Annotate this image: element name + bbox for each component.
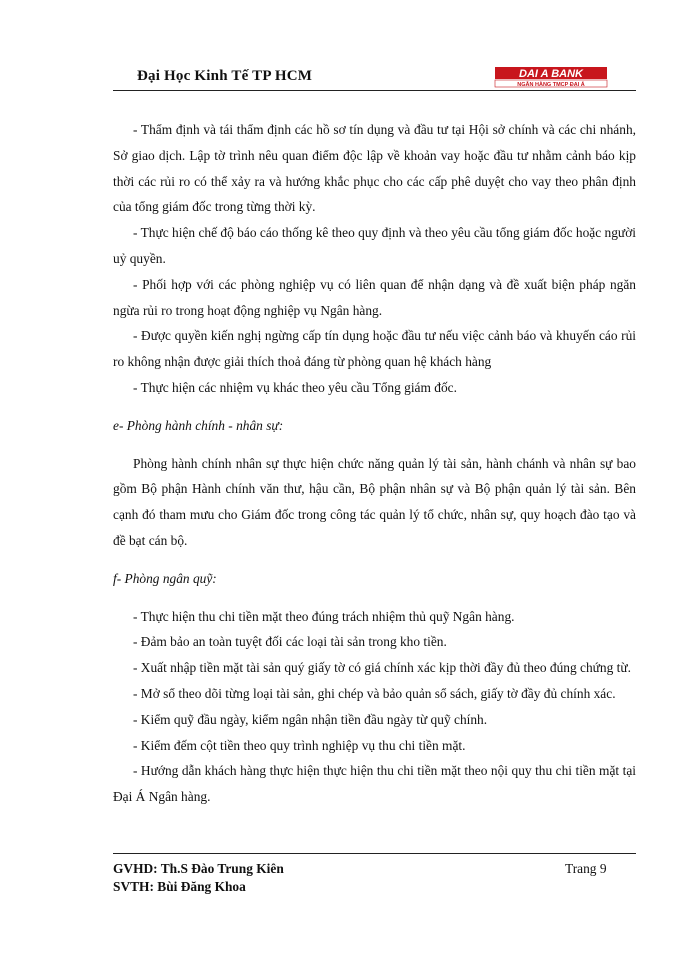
list-item: - Đảm bảo an toàn tuyệt đối các loại tài sản trong kho tiền. bbox=[133, 634, 447, 650]
list-item: - Kiểm quỹ đầu ngày, kiểm ngân nhận tiền đầu ngày từ quỹ chính. bbox=[133, 711, 488, 727]
section-heading-e: e- Phòng hành chính - nhân sự: bbox=[113, 417, 284, 433]
list-item: - Xuất nhập tiền mặt tài sản quý giấy tờ có giá chính xác kịp thời đầy đủ theo đúng chứng từ. bbox=[133, 660, 631, 676]
list-item: - Được quyền kiến nghị ngừng cấp tín dụng hoặc đầu tư nếu việc cảnh báo và khuyến cáo rủi ro không nhận được giải thích thoả đáng từ phòng quan hệ khách hàng bbox=[113, 328, 636, 370]
svg-text:NGÂN HÀNG TMCP ĐẠI Á: NGÂN HÀNG TMCP ĐẠI Á bbox=[517, 82, 585, 88]
section-heading-f: f- Phòng ngân quỹ: bbox=[113, 570, 217, 586]
header-divider bbox=[113, 90, 636, 91]
list-item: - Thẩm định và tái thẩm định các hồ sơ tín dụng và đầu tư tại Hội sở chính và các chi nhánh, Sở giao dịch. Lập tờ trình nêu quan điểm độc lập về khoản vay hoặc đầu tư nhằm cảnh báo kịp thời các rủi ro có thể xảy ra và hướng khắc phục cho các cấp phê duyệt cho vay theo phân định của tổng giám đốc trong từng thời kỳ. bbox=[113, 122, 636, 215]
footer-student: SVTH: Bùi Đăng Khoa bbox=[113, 879, 246, 894]
list-item: - Thực hiện chế độ báo cáo thống kê theo quy định và theo yêu cầu tổng giám đốc hoặc người uỷ quyền. bbox=[113, 225, 636, 266]
svg-text:DAI A BANK: DAI A BANK bbox=[519, 68, 583, 80]
page-number: Trang 9 bbox=[565, 861, 607, 876]
section-paragraph-e: Phòng hành chính nhân sự thực hiện chức năng quản lý tài sản, hành chánh và nhân sự bao gồm Bộ phận Hành chính văn thư, hậu cần, Bộ phận nhân sự và Bộ phận quản lý tài sản. Bên cạnh đó tham mưu cho Giám đốc trong công tác quản lý tổ chức, nhân sự, quy hoạch đào tạo và đề bạt cán bộ. bbox=[113, 455, 636, 548]
list-item: - Mở sổ theo dõi từng loại tài sản, ghi chép và bảo quản sổ sách, giấy tờ đầy đủ chính xác. bbox=[133, 685, 616, 701]
footer bbox=[113, 860, 636, 896]
document-body bbox=[113, 117, 636, 810]
list-item: - Kiểm đếm cột tiền theo quy trình nghiệp vụ thu chi tiền mặt. bbox=[133, 737, 466, 753]
footer-advisor: GVHD: Th.S Đào Trung Kiên bbox=[113, 861, 284, 876]
footer-divider bbox=[113, 853, 636, 854]
list-item: - Thực hiện thu chi tiền mặt theo đúng trách nhiệm thủ quỹ Ngân hàng. bbox=[133, 608, 515, 624]
daiabank-logo bbox=[493, 66, 609, 88]
list-item: - Thực hiện các nhiệm vụ khác theo yêu cầu Tổng giám đốc. bbox=[133, 379, 457, 395]
list-item: - Hướng dẫn khách hàng thực hiện thực hiện thu chi tiền mặt theo nội quy thu chi tiền mặt tại Đại Á Ngân hàng. bbox=[113, 763, 636, 805]
header-title: Đại Học Kinh Tế TP HCM bbox=[137, 68, 313, 84]
list-item: - Phối hợp với các phòng nghiệp vụ có liên quan để nhận dạng và đề xuất biện pháp ngăn ngừa rủi ro trong hoạt động nghiệp vụ Ngân hàng. bbox=[113, 276, 636, 318]
